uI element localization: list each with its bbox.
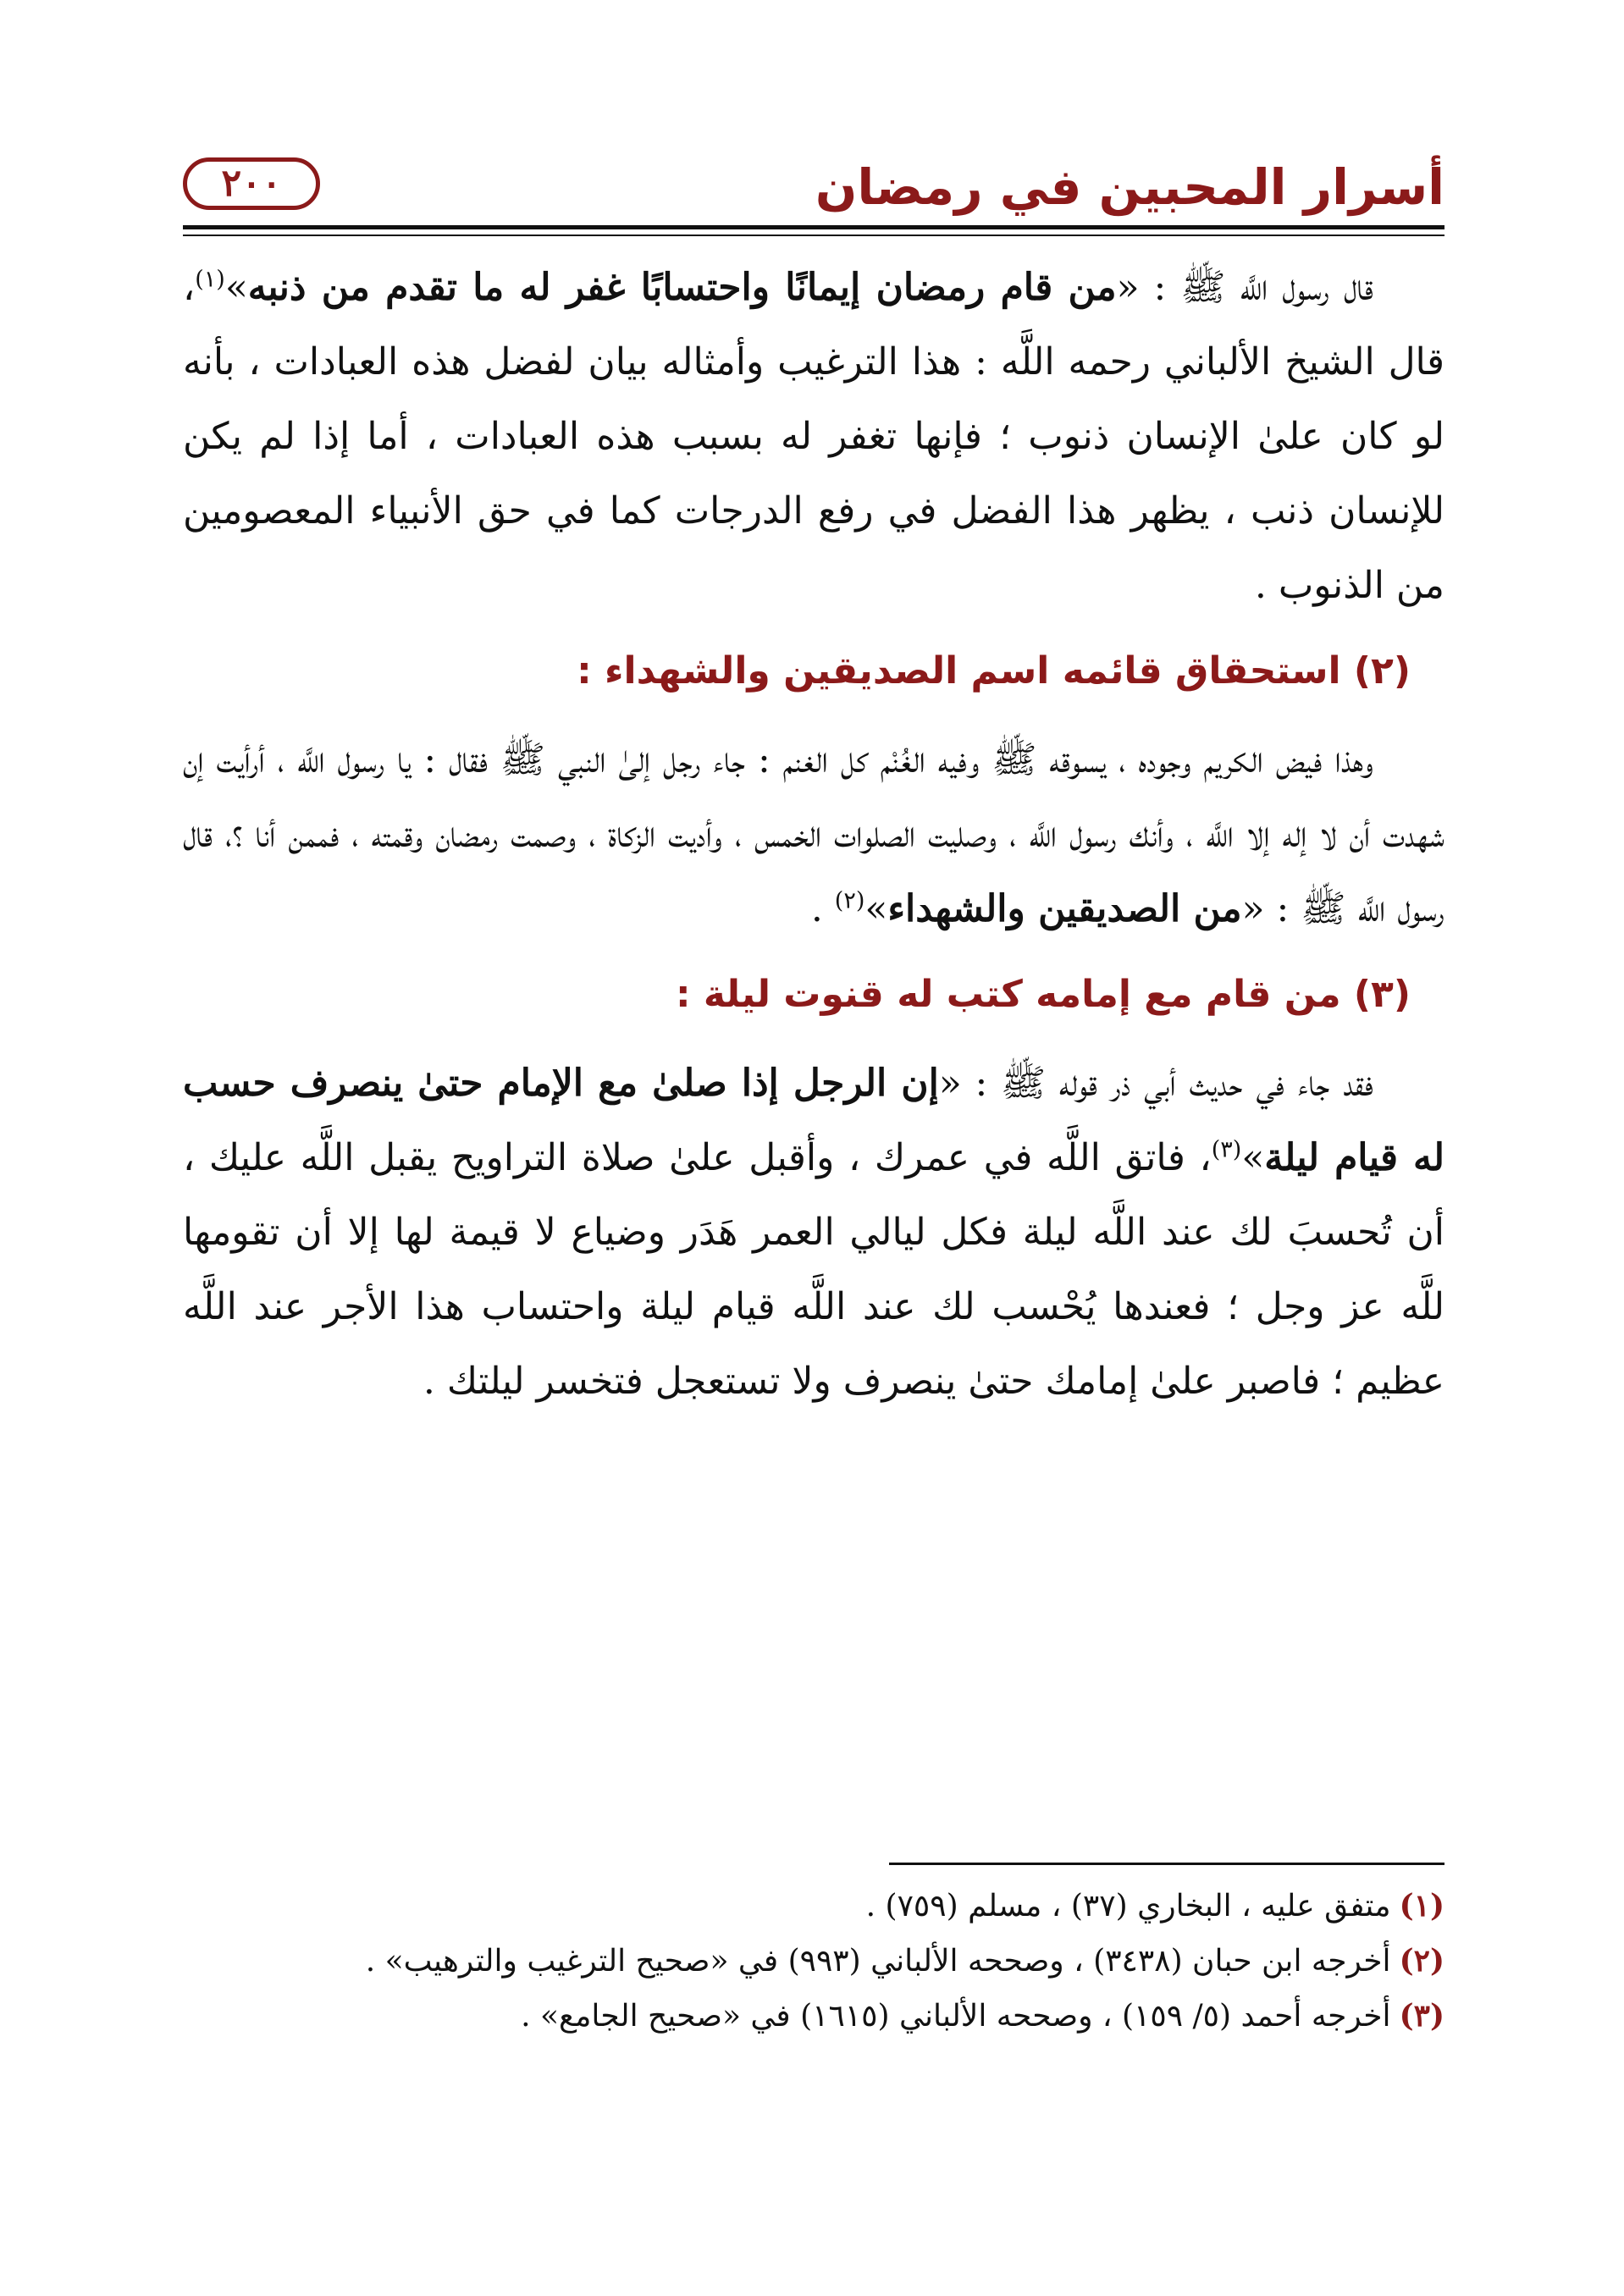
footnote-separator xyxy=(889,1863,1444,1865)
footnote-ref-2: (٢) xyxy=(834,887,865,914)
header-rule-thick xyxy=(183,225,1444,229)
quote-close-1: » xyxy=(224,266,248,309)
quote-close-3: » xyxy=(1241,1136,1265,1179)
footnote-3 xyxy=(183,1991,1444,2041)
footnote-2 xyxy=(183,1936,1444,1986)
footnote-1 xyxy=(183,1881,1444,1931)
hadith-quote-3: إن الرجل إذا صلىٰ مع الإمام حتىٰ ينصرف حسب له قيام ليلة xyxy=(183,1062,1444,1179)
paragraph-3-intro: فقد جاء في حديث أبي ذر قوله ﷺ : « xyxy=(938,1062,1373,1105)
paragraph-1-body: ، قال الشيخ الألباني رحمه اللَّه : هذا الترغيب وأمثاله بيان لفضل هذه العبادات ، بأنه لو كان علىٰ الإنسان ذنوب ؛ فإنها تغفر له بسبب هذه العبادات ، أما إذا لم يكن للإنسان ذنب ، يظهر هذا الفضل في رفع الدرجات كما في حق الأنبياء المعصومين من الذنوب . xyxy=(183,266,1444,607)
footnote-number: (٣) xyxy=(1399,1998,1444,2034)
paragraph-1 xyxy=(183,251,1444,623)
paragraph-1-intro: قال رسول اللَّه ﷺ : « xyxy=(1116,266,1373,309)
footnote-text: متفق عليه ، البخاري (٣٧) ، مسلم (٧٥٩) . xyxy=(865,1889,1391,1923)
footnote-ref-3: (٣) xyxy=(1211,1136,1242,1163)
section-heading-3: (٣) من قام مع إمامه كتب له قنوت ليلة : xyxy=(675,973,1411,1016)
paragraph-2 xyxy=(183,723,1444,947)
quote-close-2: » xyxy=(864,887,888,930)
hadith-quote-1: من قام رمضان إيمانًا واحتسابًا غفر له ما تقدم من ذنبه xyxy=(247,266,1117,309)
paragraph-2-end: . xyxy=(810,887,835,930)
footnote-number: (٢) xyxy=(1399,1943,1444,1979)
footnote-text: أخرجه أحمد (٥/ ١٥٩) ، وصححه الألباني (١٦١٥) في «صحيح الجامع» . xyxy=(521,1999,1391,2034)
header-rule-thin xyxy=(183,235,1444,236)
footnotes xyxy=(183,1881,1444,2046)
paragraph-2-body: وهذا فيض الكريم وجوده ، يسوقه ﷺ وفيه الغُنْم كل الغنم : جاء رجل إلىٰ النبي ﷺ فقال : يا رسول اللَّه ، أرأيت إن شهدت أن لا إله إلا اللَّه ، وأنك رسول اللَّه ، وصليت الصلوات الخمس ، وأديت الزكاة ، وصمت رمضان وقمته ، فممن أنا ؟، قال رسول اللَّه ﷺ : « xyxy=(183,738,1444,930)
footnote-number: (١) xyxy=(1399,1888,1444,1923)
paragraph-3-body: ، فاتق اللَّه في عمرك ، وأقبل علىٰ صلاة التراويح يقبل اللَّه عليك ، أن تُحسبَ لك عند اللَّه ليلة فكل ليالي العمر هَدَر وضياع لا قيمة لها إلا أن تقومها للَّه عز وجل ؛ فعندها يُحْسب لك عند اللَّه قيام ليلة واحتساب هذا الأجر عند اللَّه عظيم ؛ فاصبر علىٰ إمامك حتىٰ ينصرف ولا تستعجل فتخسر ليلتك . xyxy=(183,1136,1444,1403)
main-text xyxy=(183,251,1444,1431)
page-number: ٢٠٠ xyxy=(221,162,282,205)
section-heading-2: (٢) استحقاق قائمه اسم الصديقين والشهداء : xyxy=(577,649,1411,693)
book-title: أسرار المحبين في رمضان xyxy=(815,158,1444,216)
footnote-text: أخرجه ابن حبان (٣٤٣٨) ، وصححه الألباني (٩٩٣) في «صحيح الترغيب والترهيب» . xyxy=(365,1944,1391,1979)
page-number-badge xyxy=(183,157,320,210)
footnote-ref-1: (١) xyxy=(195,266,225,293)
paragraph-3 xyxy=(183,1046,1444,1419)
hadith-quote-2: من الصديقين والشهداء xyxy=(887,887,1242,930)
page-header xyxy=(183,135,1444,237)
